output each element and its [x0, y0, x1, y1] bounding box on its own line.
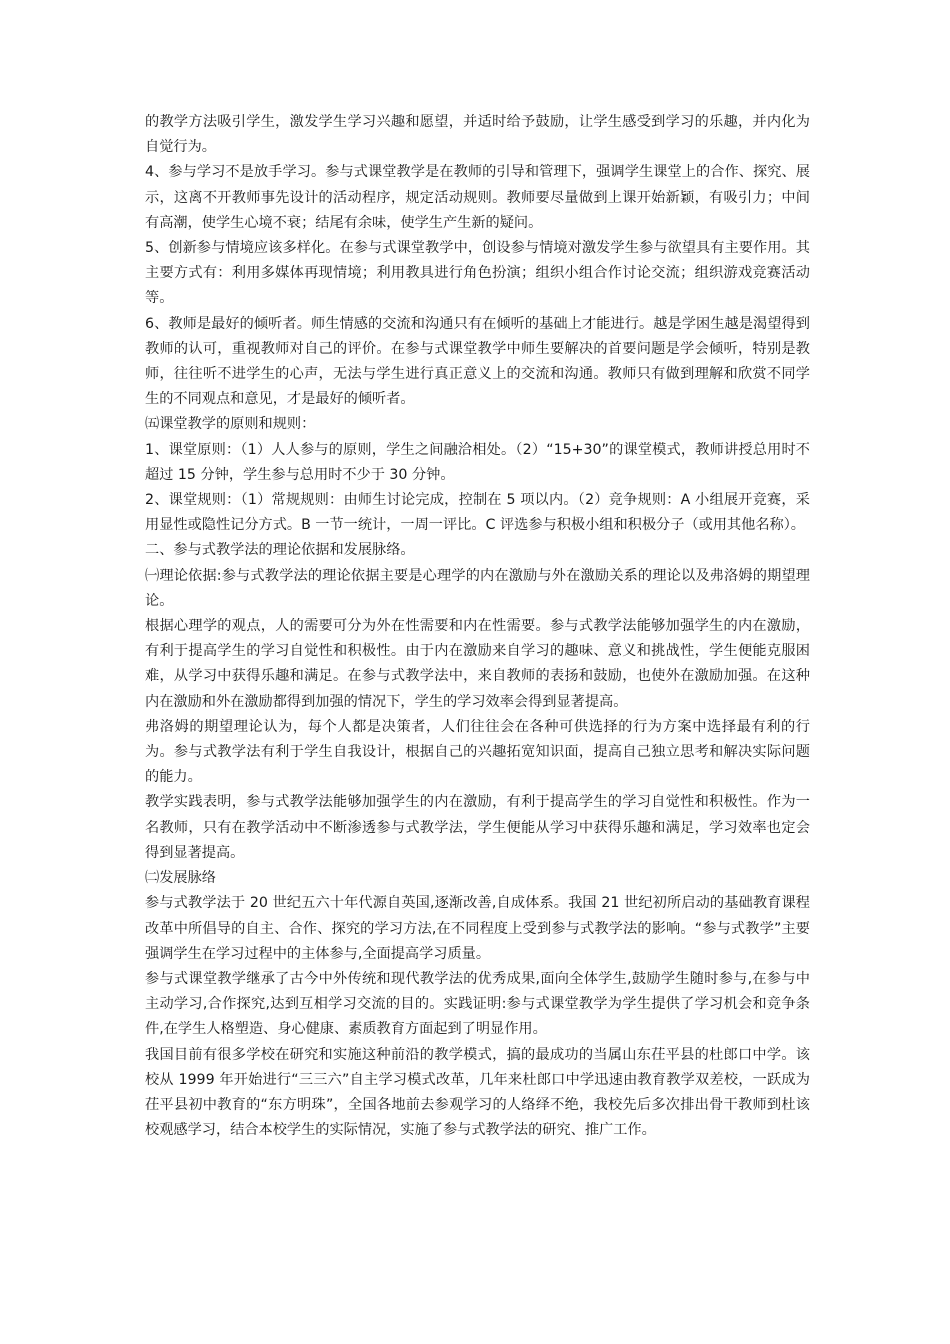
paragraph-point-5: 5、创新参与情境应该多样化。在参与式课堂教学中，创设参与情境对激发学生参与欲望具有主要作用。其主要方式有：利用多媒体再现情境；利用教具进行角色扮演；组织小组合作讨论交流；组织游戏竞赛活动等。 — [145, 240, 810, 307]
subheading-theory-basis: ㈠理论依据:参与式教学法的理论依据主要是心理学的内在激励与外在激励关系的理论以及弗洛姆的期望理论。 — [145, 567, 810, 609]
paragraph-point-6: 6、教师是最好的倾听者。师生情感的交流和沟通只有在倾听的基础上才能进行。越是学困生越是渴望得到教师的认可，重视教师对自己的评价。在参与式课堂教学中师生要解决的首要问题是学会倾听，特别是教师，往往听不进学生的心声，无法与学生进行真正意义上的交流和沟通。教师只有做到理解和欣赏不同学生的不同观点和意见，才是最好的倾听者。 — [145, 315, 810, 408]
paragraph-classroom-rules: 2、课堂规则：（1）常规规则：由师生讨论完成，控制在 5 项以内。（2）竞争规则：A 小组展开竞赛，采用显性或隐性记分方式。B 一节一统计，一周一评比。C 评选参与积极小组和积极分子（或用其他名称）。 — [145, 492, 810, 534]
paragraph-inheritance: 参与式课堂教学继承了古今中外传统和现代教学法的优秀成果,面向全体学生,鼓励学生随时参与,在参与中主动学习,合作探究,达到互相学习交流的目的。实践证明:参与式课堂教学为学生提供了学习机会和竞争条件,在学生人格塑造、身心健康、素质教育方面起到了明显作用。 — [145, 970, 810, 1038]
subheading-principles-rules: ㈤课堂教学的原则和规则： — [145, 416, 316, 433]
paragraph-intro-continuation: 的教学方法吸引学生，激发学生学习兴趣和愿望，并适时给予鼓励，让学生感受到学习的乐趣，并内化为自觉行为。 — [145, 114, 810, 156]
paragraph-vroom-theory: 弗洛姆的期望理论认为，每个人都是决策者，人们往往会在各种可供选择的行为方案中选择最有利的行为。参与式教学法有利于学生自我设计，根据自己的兴趣拓宽知识面，提高自己独立思考和解决实际问题的能力。 — [145, 718, 810, 786]
paragraph-dulangkou: 我国目前有很多学校在研究和实施这种前沿的教学模式，搞的最成功的当属山东茌平县的杜郎口中学。该校从 1999 年开始进行“三三六”自主学习模式改革，几年来杜郎口中学迅速由教育教学双差校，一跃成为茌平县初中教育的“东方明珠”，全国各地前去参观学习的人络绎不绝，我校先后多次排出骨干教师到杜该校观感学习，结合本校学生的实际情况，实施了参与式教学法的研究、推广工作。 — [145, 1046, 810, 1139]
paragraph-psychology-view: 根据心理学的观点，人的需要可分为外在性需要和内在性需要。参与式教学法能够加强学生的内在激励，有利于提高学生的学习自觉性和积极性。由于内在激励来自学习的趣味、意义和挑战性，学生便能克服困难，从学习中获得乐趣和满足。在参与式教学法中，来自教师的表扬和鼓励，也使外在激励加强。在这种内在激励和外在激励都得到加强的情况下，学生的学习效率会得到显著提高。 — [145, 618, 810, 710]
document-body — [145, 110, 810, 1143]
paragraph-practice-shows: 教学实践表明，参与式教学法能够加强学生的内在激励，有利于提高学生的学习自觉性和积极性。作为一名教师，只有在教学活动中不断渗透参与式教学法，学生便能从学习中获得乐趣和满足，学习效率也定会得到显著提高。 — [145, 794, 810, 861]
section-heading-theory: 二、参与式教学法的理论依据和发展脉络。 — [145, 542, 415, 559]
paragraph-origin: 参与式教学法于 20 世纪五六十年代源自英国,逐渐改善,自成体系。我国 21 世纪初所启动的基础教育课程改革中所倡导的自主、合作、探究的学习方法,在不同程度上受到参与式教学法的影响。“参与式教学”主要强调学生在学习过程中的主体参与,全面提高学习质量。 — [145, 895, 810, 962]
paragraph-point-4: 4、参与学习不是放手学习。参与式课堂教学是在教师的引导和管理下，强调学生课堂上的合作、探究、展示，这离不开教师事先设计的活动程序，规定活动规则。教师要尽量做到上课开始新颖，有吸引力；中间有高潮，使学生心境不衰；结尾有余味，使学生产生新的疑问。 — [145, 164, 810, 231]
subheading-development: ㈡发展脉络 — [145, 870, 216, 887]
paragraph-classroom-principles: 1、课堂原则：（1）人人参与的原则，学生之间融洽相处。（2）“15+30”的课堂模式，教师讲授总用时不超过 15 分钟，学生参与总用时不少于 30 分钟。 — [145, 441, 810, 483]
